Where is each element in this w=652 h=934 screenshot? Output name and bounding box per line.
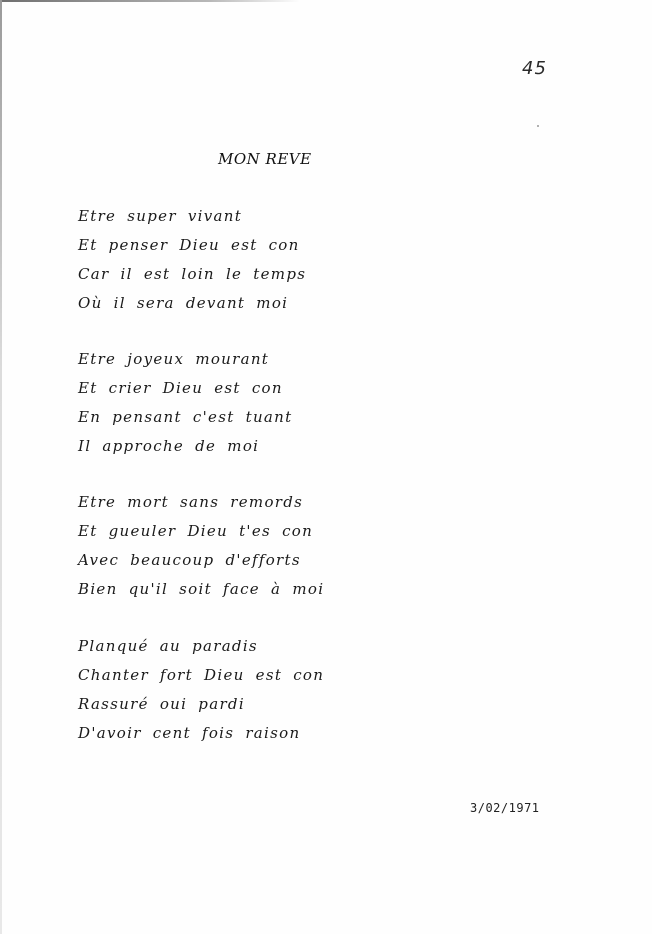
scan-top-edge bbox=[0, 0, 300, 2]
poem-line: Chanter fort Dieu est con bbox=[78, 666, 325, 684]
poem-title: MON REVE bbox=[218, 150, 312, 168]
poem-line: Et crier Dieu est con bbox=[78, 379, 283, 397]
poem-line: Avec beaucoup d'efforts bbox=[78, 551, 301, 569]
scan-speck bbox=[537, 125, 539, 127]
poem-date: 3/02/1971 bbox=[470, 801, 540, 815]
poem-line: Et gueuler Dieu t'es con bbox=[78, 522, 314, 540]
stanza-2 bbox=[78, 345, 292, 461]
poem-line: Et penser Dieu est con bbox=[78, 236, 300, 254]
poem-line: En pensant c'est tuant bbox=[78, 408, 293, 426]
poem-line: Où il sera devant moi bbox=[78, 294, 289, 312]
poem-line: Rassuré oui pardi bbox=[78, 695, 245, 713]
scan-left-edge bbox=[0, 0, 2, 934]
page-number: 45 bbox=[522, 58, 547, 79]
poem-line: Etre mort sans remords bbox=[78, 493, 304, 511]
poem-line: Etre joyeux mourant bbox=[78, 350, 270, 368]
stanza-1 bbox=[78, 202, 306, 318]
poem-line: Bien qu'il soit face à moi bbox=[78, 580, 325, 598]
poem-line: Etre super vivant bbox=[78, 207, 243, 225]
poem-line: Planqué au paradis bbox=[78, 637, 258, 655]
poem-line: Il approche de moi bbox=[78, 437, 260, 455]
poem-line: Car il est loin le temps bbox=[78, 265, 307, 283]
stanza-4 bbox=[78, 632, 324, 748]
poem-line: D'avoir cent fois raison bbox=[78, 724, 301, 742]
stanza-3 bbox=[78, 488, 324, 604]
